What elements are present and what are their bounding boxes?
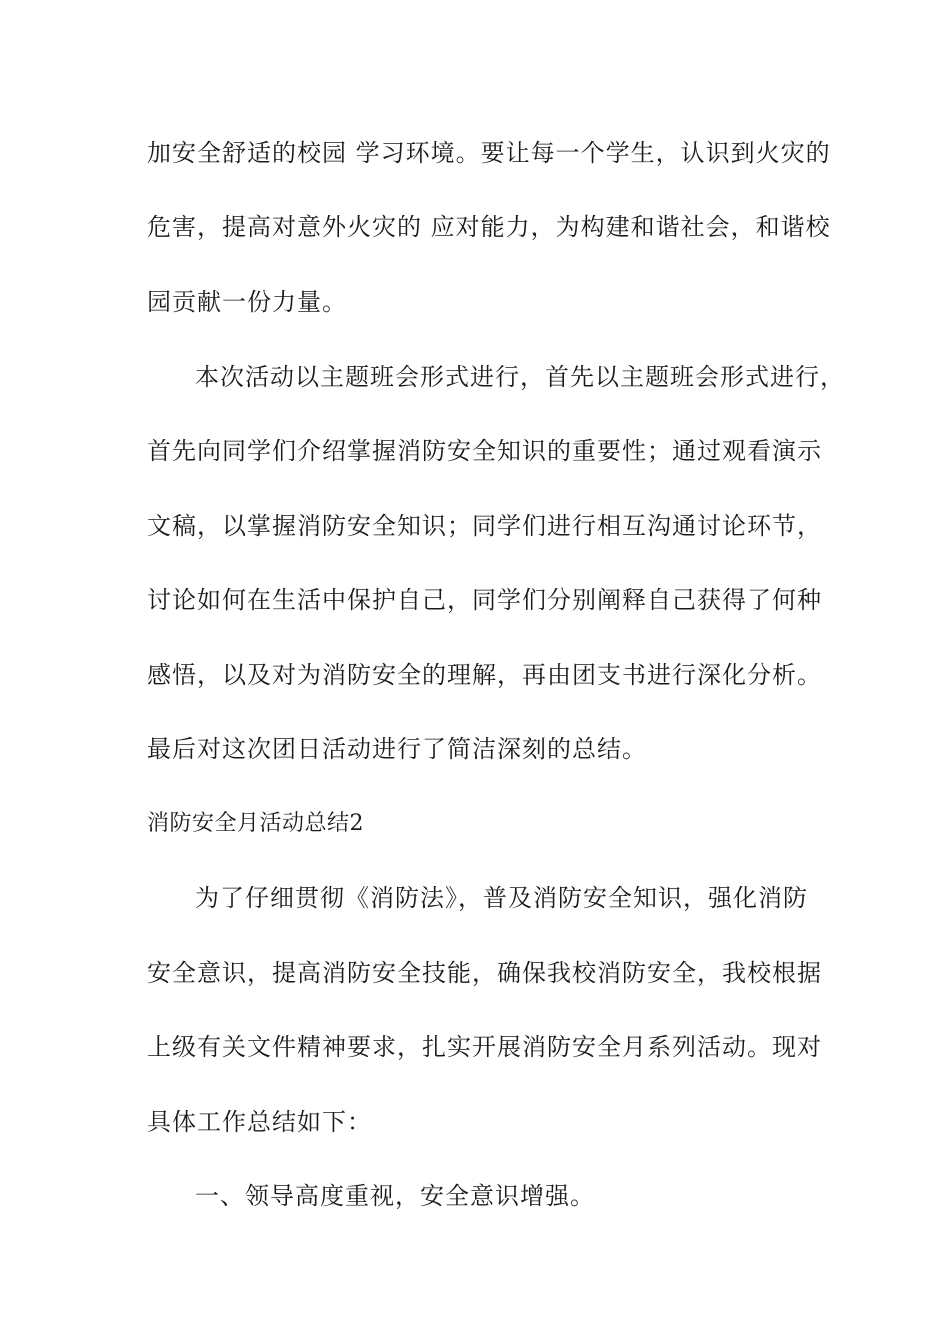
paragraph-line: 文稿，以掌握消防安全知识；同学们进行相互沟通讨论环节， bbox=[147, 512, 822, 540]
paragraph-line: 本次活动以主题班会形式进行，首先以主题班会形式进行， bbox=[195, 363, 845, 391]
paragraph-line: 最后对这次团日活动进行了简洁深刻的总结。 bbox=[147, 735, 647, 763]
paragraph-line: 首先向同学们介绍掌握消防安全知识的重要性；通过观看演示 bbox=[147, 437, 822, 465]
paragraph-line: 感悟，以及对为消防安全的理解，再由团支书进行深化分析。 bbox=[147, 661, 822, 689]
paragraph-line: 上级有关文件精神要求，扎实开展消防安全月系列活动。现对 bbox=[147, 1033, 822, 1061]
subheading: 一、领导高度重视，安全意识增强。 bbox=[195, 1182, 595, 1210]
paragraph-line: 安全意识，提高消防安全技能，确保我校消防安全，我校根据 bbox=[147, 959, 822, 987]
paragraph-line: 讨论如何在生活中保护自己，同学们分别阐释自己获得了何种 bbox=[147, 586, 822, 614]
paragraph-line: 危害，提高对意外火灾的 应对能力，为构建和谐社会，和谐校 bbox=[147, 213, 831, 241]
paragraph-line: 具体工作总结如下： bbox=[147, 1108, 372, 1136]
paragraph-line: 加安全舒适的校园 学习环境。要让每一个学生，认识到火灾的 bbox=[147, 139, 831, 167]
paragraph-line: 园贡献一份力量。 bbox=[147, 288, 347, 316]
paragraph-line: 为了仔细贯彻《消防法》，普及消防安全知识，强化消防 bbox=[195, 884, 808, 912]
section-title: 消防安全月活动总结2 bbox=[147, 811, 364, 836]
